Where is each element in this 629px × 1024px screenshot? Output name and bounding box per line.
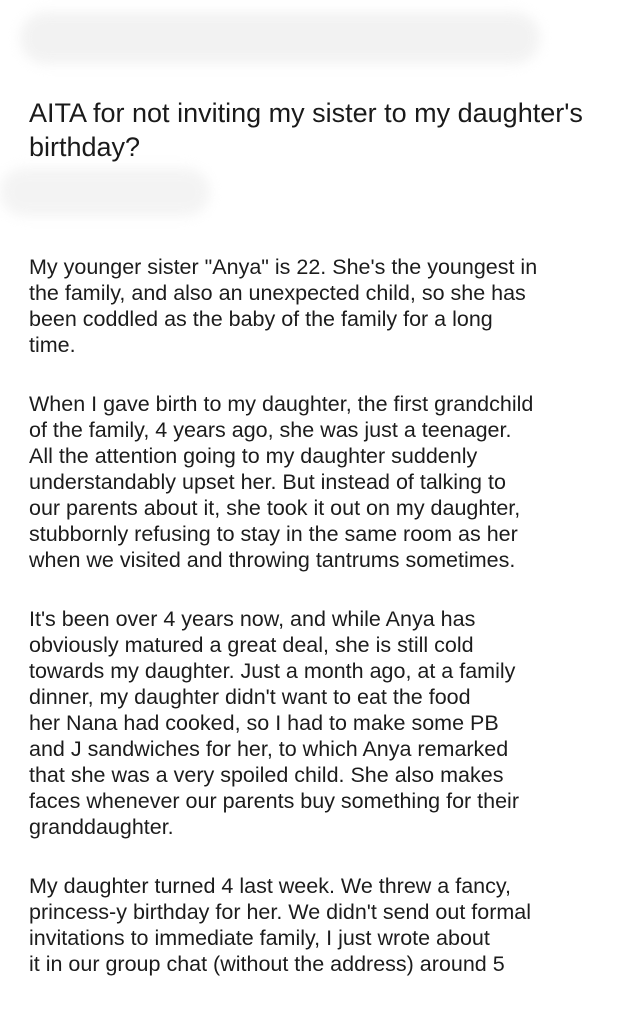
post-title: AITA for not inviting my sister to my daughter's birthday? bbox=[29, 98, 583, 162]
post-paragraph-4: My daughter turned 4 last week. We threw a fancy, princess-y birthday for her. We didn't send out formal invitations to immediate family, I just wrote about it in our group chat (without the address) around 5 bbox=[29, 874, 532, 976]
post bbox=[29, 96, 604, 1010]
blurred-header-area bbox=[20, 12, 540, 64]
post-paragraph-2: When I gave birth to my daughter, the first grandchild of the family, 4 years ago, she was just a teenager. All the attention going to my daughter suddenly understandably upset her. But instead of talking to our parents about it, she took it out on my daughter, stubbornly refusing to stay in the same room as her when we visited and throwing tantrums sometimes. bbox=[29, 392, 534, 572]
post-paragraph-3: It's been over 4 years now, and while Anya has obviously matured a great deal, she is still cold towards my daughter. Just a month ago, at a family dinner, my daughter didn't want to eat the food her Nana had cooked, so I had to make some PB and J sandwiches for her, to which Anya remarked that she was a very spoiled child. She also makes faces whenever our parents buy something for their granddaughter. bbox=[29, 607, 519, 839]
post-body bbox=[29, 254, 604, 977]
post-paragraph-1: My younger sister "Anya" is 22. She's the youngest in the family, and also an unexpected child, so she has been coddled as the baby of the family for a long time. bbox=[29, 255, 538, 357]
